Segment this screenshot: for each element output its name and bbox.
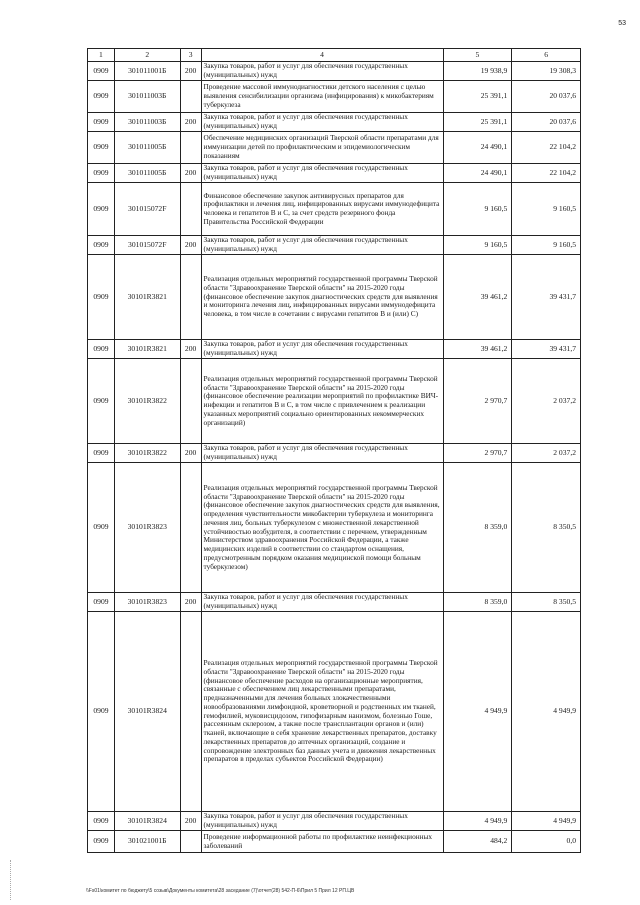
table-row [88,163,580,182]
item-name-cell [201,359,443,443]
executed-amount-cell: 22 104,2 [511,164,580,182]
table-row [88,830,580,852]
item-name-text: Реализация отдельных мероприятий государственной программы Тверской области "Здравоохранение Тверской области" на 2015-2020 годы (финансовое обеспечение закупок диагностических средств для выявления, определения чувствительности микобактерии туберкулеза и мониторинга лечения лиц, больных туберкулезом с множественной лекарственной устойчивостью возбудителя, в соответствии с перечнем, утвержденным Министерством здравоохранения Российской Федерации, а также медицинских изделий в соответствии со стандартом оснащения, предусмотренным порядком оказания медицинской помощи больным туберкулезом) [203,482,440,571]
executed-amount-cell: 4 949,9 [511,812,580,830]
target-article-code-cell: 30101R3824 [114,812,180,830]
expense-type-code-cell [180,132,201,163]
target-article-code-cell: 301015072F [114,236,180,254]
section-code-cell: 0909 [93,836,109,846]
executed-amount-cell: 8 350,5 [511,593,580,611]
executed-amount-cell: 8 350,5 [511,463,580,592]
planned-amount-cell: 4 949,9 [443,612,512,811]
table-row [88,811,580,830]
item-name-cell [201,812,443,830]
item-name-cell [201,132,443,163]
table-row [88,339,580,358]
item-name-cell [201,831,443,852]
item-name-text: Проведение информационной работы по профилактике неинфекционных заболеваний [203,831,433,850]
planned-amount-cell: 39 461,2 [443,340,512,358]
expense-type-code-cell: 200 [180,164,201,182]
item-name-text: Реализация отдельных мероприятий государственной программы Тверской области "Здравоохранение Тверской области" на 2015-2020 годы (финансовое обеспечение реализации мероприятий по профилактике ВИЧ-инфекции и гепатитов В и С, в том числе с привлечением к реализации указанных мероприятий социально ориентированных некоммерческих организаций) [203,373,439,427]
table-header-row [88,49,580,61]
expense-type-code-cell: 200 [180,812,201,830]
section-code-cell: 0909 [93,203,109,213]
item-name-text: Закупка товаров, работ и услуг для обеспечения государственных (муниципальных) нужд [203,62,408,79]
executed-amount-cell: 39 431,7 [511,340,580,358]
table-row [88,235,580,254]
executed-amount-cell: 9 160,5 [511,236,580,254]
planned-amount-cell: 8 359,0 [443,593,512,611]
table-row [88,131,580,163]
executed-amount-cell: 2 037,2 [511,444,580,462]
target-article-code-cell: 30101R3822 [114,359,180,443]
item-name-cell [201,612,443,811]
table-row [88,358,580,443]
header-col-1: 1 [99,49,103,59]
item-name-cell [201,81,443,112]
item-name-text: Закупка товаров, работ и услуг для обеспечения государственных (муниципальных) нужд [203,444,408,461]
section-code-cell: 0909 [93,65,109,75]
planned-amount-cell: 9 160,5 [443,183,512,235]
item-name-text: Обеспечение медицинских организаций Тверской области препаратами для иммунизации детей по профилактическим и эпидемиологическим показаниям [203,133,439,160]
item-name-cell [201,113,443,131]
table-row [88,254,580,339]
item-name-text: Реализация отдельных мероприятий государственной программы Тверской области "Здравоохранение Тверской области" на 2015-2020 годы (финансовое обеспечение закупок диагностических средств для выявления и мониторинга лечения лиц, инфицированных вирусами иммунодефицита человека, в том числе в сочетании с вирусами гепатитов В и (или) С) [203,274,438,319]
item-name-text: Закупка товаров, работ и услуг для обеспечения государственных (муниципальных) нужд [203,164,408,181]
item-name-text: Реализация отдельных мероприятий государственной программы Тверской области "Здравоохранение Тверской области" на 2015-2020 годы (финансовое обеспечение расходов на организационные мероприятия, связанные с обеспечением лиц лекарственными препаратами, предназначенными для лечения больных злокачественными новообразованиями лимфоидной, кроветворной и родственных им тканей, гемофилией, муковисцидозом, гипофизарным нанизмом, болезнью Гоше, рассеянным склерозом, а также после трансплантации органов и (или) тканей, включающие в себя хранение лекарственных препаратов, доставку лекарственных препаратов до аптечных организаций, создание и сопровождение электронных баз данных учета и движения лекарственных препаратов в пределах субъектов Российской Федерации) [203,658,438,764]
expense-type-code-cell [180,612,201,811]
item-name-text: Закупка товаров, работ и услуг для обеспечения государственных (муниципальных) нужд [203,236,408,253]
expense-type-code-cell: 200 [180,236,201,254]
item-name-cell [201,255,443,339]
header-col-4: 4 [201,49,443,61]
expense-type-code-cell [180,831,201,852]
section-code-cell: 0909 [93,706,109,716]
table-row [88,182,580,235]
item-name-cell [201,236,443,254]
planned-amount-cell: 25 391,1 [443,81,512,112]
table-row [88,462,580,592]
target-article-code-cell: 301015072F [114,183,180,235]
planned-amount-cell: 4 949,9 [443,812,512,830]
header-col-2: 2 [114,49,180,61]
planned-amount-cell: 39 461,2 [443,255,512,339]
expense-type-code-cell [180,183,201,235]
executed-amount-cell: 22 104,2 [511,132,580,163]
section-code-cell: 0909 [93,395,109,405]
section-code-cell: 0909 [93,91,109,101]
expense-type-code-cell [180,81,201,112]
item-name-cell [201,164,443,182]
item-name-text: Закупка товаров, работ и услуг для обеспечения государственных (муниципальных) нужд [203,812,408,829]
budget-table [87,48,581,853]
expense-type-code-cell [180,463,201,592]
item-name-cell [201,340,443,358]
executed-amount-cell: 20 037,6 [511,81,580,112]
table-body [88,61,580,852]
header-col-6: 6 [511,49,580,61]
section-code-cell: 0909 [93,815,109,825]
expense-type-code-cell [180,255,201,339]
binding-margin-line [10,860,12,900]
footer-file-path: \\Fs01\комитет по бюджету\5 созыв\Документы комитета\28 заседание (7)\отчет(28) 542-П-6\Прил 5 Прил 12 РП.ЦВ [86,888,355,894]
executed-amount-cell: 20 037,6 [511,113,580,131]
section-code-cell: 0909 [93,596,109,606]
section-code-cell: 0909 [93,239,109,249]
item-name-cell [201,463,443,592]
section-code-cell: 0909 [93,142,109,152]
target-article-code-cell: 301011003Б [114,113,180,131]
expense-type-code-cell: 200 [180,444,201,462]
planned-amount-cell: 2 970,7 [443,444,512,462]
executed-amount-cell: 2 037,2 [511,359,580,443]
expense-type-code-cell: 200 [180,340,201,358]
page-number: 53 [618,20,626,27]
target-article-code-cell: 30101R3823 [114,593,180,611]
expense-type-code-cell: 200 [180,113,201,131]
executed-amount-cell: 0,0 [511,831,580,852]
header-col-3: 3 [180,49,201,61]
planned-amount-cell: 24 490,1 [443,164,512,182]
section-code-cell: 0909 [93,116,109,126]
planned-amount-cell: 484,2 [443,831,512,852]
item-name-text: Проведение массовой иммунодиагностики детского населения с целью выявления сенсибилизации организма (инфицирования) к микобактериям туберкулеза [203,82,434,109]
item-name-cell [201,444,443,462]
target-article-code-cell: 30101R3824 [114,612,180,811]
item-name-text: Финансовое обеспечение закупок антивирусных препаратов для профилактики и лечения лиц, инфицированных вирусами иммунодефицита человека и гепатитов В и С, за счет средств резервного фонда Правительства Российской Федерации [203,190,440,226]
section-code-cell: 0909 [93,447,109,457]
table-row [88,61,580,80]
planned-amount-cell: 24 490,1 [443,132,512,163]
executed-amount-cell: 19 308,3 [511,62,580,80]
expense-type-code-cell [180,359,201,443]
section-code-cell: 0909 [93,167,109,177]
executed-amount-cell: 4 949,9 [511,612,580,811]
table-row [88,592,580,611]
target-article-code-cell: 301021001Б [114,831,180,852]
table-row [88,112,580,131]
target-article-code-cell: 301011003Б [114,81,180,112]
planned-amount-cell: 25 391,1 [443,113,512,131]
header-col-5: 5 [443,49,512,61]
expense-type-code-cell: 200 [180,593,201,611]
target-article-code-cell: 301011005Б [114,164,180,182]
table-row [88,611,580,811]
item-name-cell [201,183,443,235]
item-name-text: Закупка товаров, работ и услуг для обеспечения государственных (муниципальных) нужд [203,113,408,130]
executed-amount-cell: 9 160,5 [511,183,580,235]
section-code-cell: 0909 [93,522,109,532]
item-name-text: Закупка товаров, работ и услуг для обеспечения государственных (муниципальных) нужд [203,593,408,610]
executed-amount-cell: 39 431,7 [511,255,580,339]
planned-amount-cell: 8 359,0 [443,463,512,592]
section-code-cell: 0909 [93,343,109,353]
target-article-code-cell: 30101R3823 [114,463,180,592]
item-name-text: Закупка товаров, работ и услуг для обеспечения государственных (муниципальных) нужд [203,340,408,357]
table-row [88,443,580,462]
item-name-cell [201,62,443,80]
target-article-code-cell: 30101R3822 [114,444,180,462]
table-row [88,80,580,112]
planned-amount-cell: 19 938,9 [443,62,512,80]
planned-amount-cell: 2 970,7 [443,359,512,443]
planned-amount-cell: 9 160,5 [443,236,512,254]
item-name-cell [201,593,443,611]
target-article-code-cell: 30101R3821 [114,340,180,358]
section-code-cell: 0909 [93,291,109,301]
target-article-code-cell: 301011001Б [114,62,180,80]
target-article-code-cell: 30101R3821 [114,255,180,339]
target-article-code-cell: 301011005Б [114,132,180,163]
expense-type-code-cell: 200 [180,62,201,80]
